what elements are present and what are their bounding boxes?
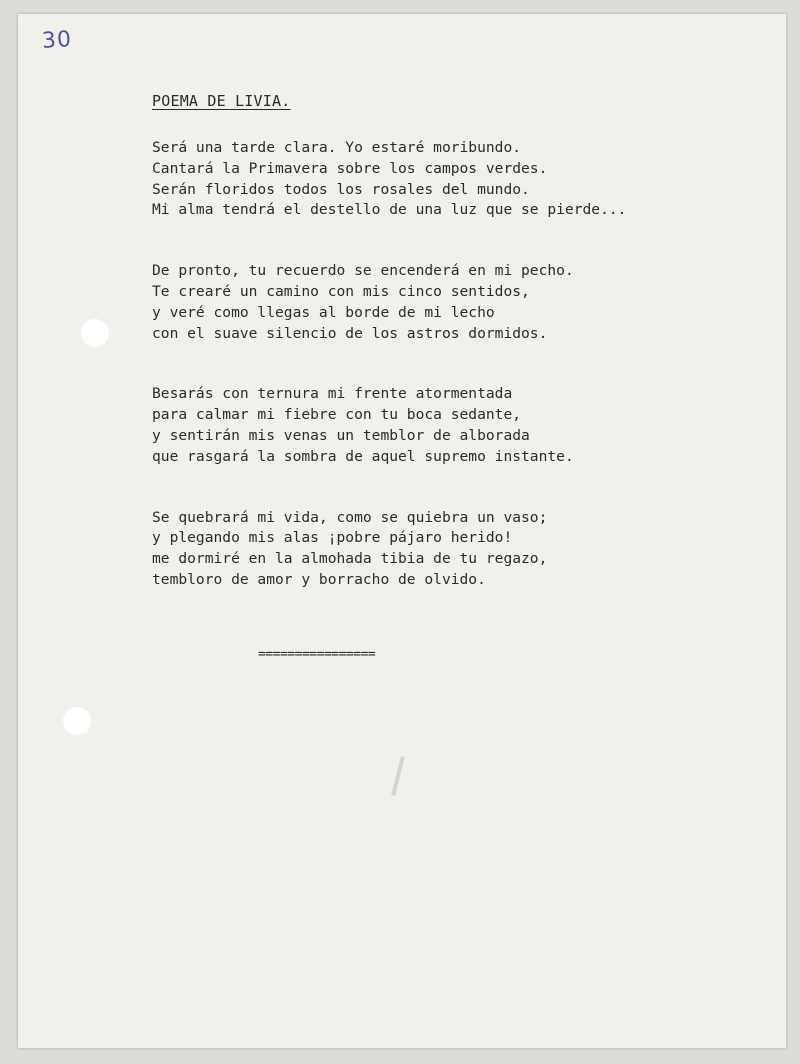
paper-mark: [391, 756, 405, 796]
stanza: [152, 261, 772, 344]
poem-line: Se quebrará mi vida, como se quiebra un vaso;: [152, 508, 548, 526]
stanza: [152, 508, 772, 591]
poem-line: y sentirán mis venas un temblor de alborada: [152, 426, 530, 444]
poem-line: Será una tarde clara. Yo estaré moribundo.: [152, 139, 522, 156]
poem-line: Mi alma tendrá el destello de una luz que se pierde...: [152, 201, 627, 219]
poem-body: [152, 138, 772, 631]
stanza: [152, 138, 772, 221]
typed-divider: ================: [258, 647, 376, 662]
poem-line: que rasgará la sombra de aquel supremo instante.: [152, 447, 574, 465]
punch-hole: [62, 706, 92, 736]
punch-hole: [80, 318, 110, 348]
poem-line: Serán floridos todos los rosales del mundo.: [152, 180, 530, 198]
poem-line: y plegando mis alas ¡pobre pájaro herido!: [152, 529, 513, 547]
stanza: [152, 384, 772, 467]
poem-line: con el suave silencio de los astros dormidos.: [152, 324, 548, 342]
poem-line: tembloro de amor y borracho de olvido.: [152, 570, 486, 588]
poem-line: Besarás con ternura mi frente atormentada: [152, 385, 513, 403]
handwritten-page-number: 30: [41, 26, 73, 55]
poem-line: me dormiré en la almohada tibia de tu regazo,: [152, 550, 548, 568]
poem-line: y veré como llegas al borde de mi lecho: [152, 303, 495, 321]
poem-line: Cantará la Primavera sobre los campos verdes.: [152, 159, 548, 177]
poem-line: Te crearé un camino con mis cinco sentidos,: [152, 282, 530, 300]
poem-line: para calmar mi fiebre con tu boca sedante,: [152, 406, 522, 424]
poem-title: POEMA DE LIVIA.: [152, 92, 291, 110]
poem-line: De pronto, tu recuerdo se encenderá en mi pecho.: [152, 262, 574, 280]
typewritten-page: [18, 14, 786, 1048]
